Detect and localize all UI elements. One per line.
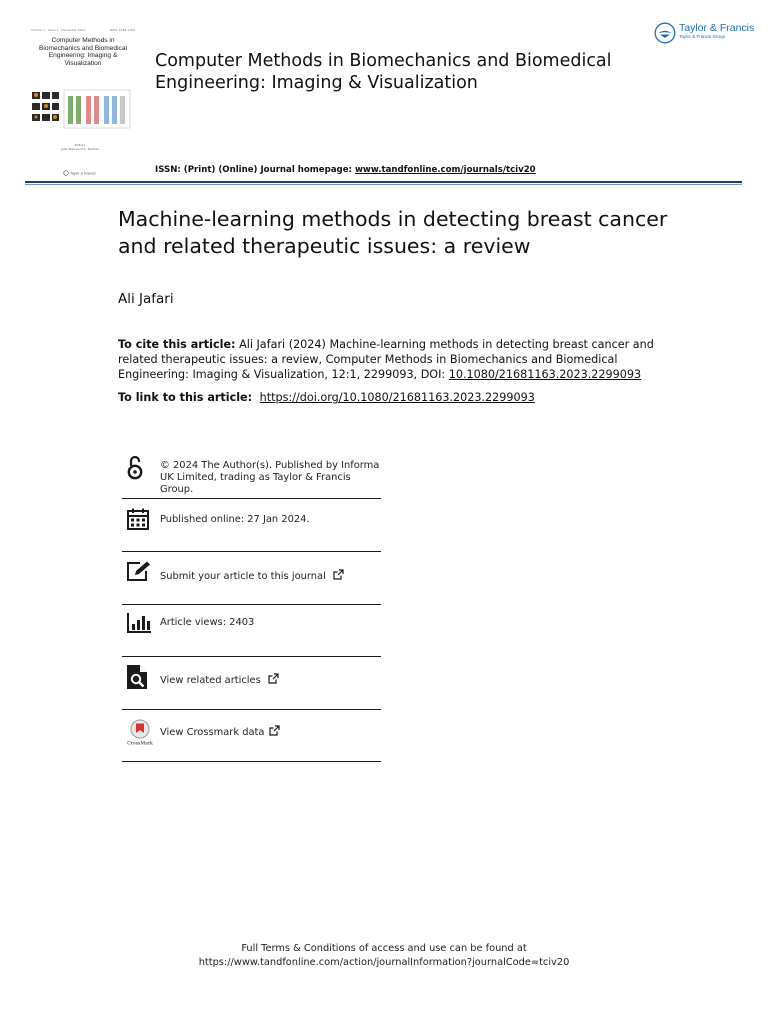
- publisher-logo-text: [679, 22, 754, 40]
- open-access-text: © 2024 The Author(s). Published by Informa UK Limited, trading as Taylor & Francis Group.: [160, 460, 380, 495]
- publisher-logo[interactable]: [654, 22, 754, 44]
- crossmark-caption: CrossMark: [127, 741, 153, 746]
- edit-icon: [126, 560, 152, 582]
- cover-editors: [45, 143, 115, 151]
- article-views-row: [122, 604, 381, 657]
- related-articles-row[interactable]: [122, 656, 381, 710]
- taylor-francis-logo-icon: [654, 22, 676, 44]
- cover-editors-line: Editors: [74, 143, 86, 147]
- article-url-link[interactable]: https://doi.org/10.1080/21681163.2023.2299093: [259, 391, 535, 404]
- article-link-line: [118, 390, 535, 405]
- article-author[interactable]: Ali Jafari: [118, 291, 174, 307]
- open-access-icon: [126, 455, 144, 481]
- submit-article-label: Submit your article to this journal: [160, 571, 326, 582]
- footer-terms-link[interactable]: https://www.tandfonline.com/action/journalInformation?journalCode=tciv20: [198, 957, 570, 968]
- published-row: [122, 498, 381, 552]
- doi-link[interactable]: 10.1080/21681163.2023.2299093: [448, 368, 642, 381]
- journal-cover-thumbnail[interactable]: [25, 26, 140, 176]
- cover-title-line: Engineering: Imaging &: [48, 52, 118, 60]
- related-articles-link[interactable]: [160, 673, 279, 687]
- crossmark-icon: [126, 718, 154, 746]
- cover-editors-line: João Manuel R.S. Tavares: [61, 147, 99, 151]
- cover-publisher-logo: [63, 161, 99, 180]
- journal-title: Computer Methods in Biomechanics and Biomedical Engineering: Imaging & Visualization: [155, 51, 612, 93]
- external-link-icon: [333, 569, 344, 580]
- external-link-icon: [268, 673, 279, 684]
- publisher-group: Taylor & Francis Group: [679, 34, 726, 39]
- cover-topline: [31, 28, 135, 32]
- cite-label: To cite this article:: [118, 338, 236, 351]
- submit-article-row[interactable]: [122, 551, 381, 605]
- document-search-icon: [126, 664, 148, 690]
- open-access-row: [122, 450, 381, 499]
- article-title: Machine-learning methods in detecting breast cancer and related therapeutic issues: a review: [118, 207, 668, 258]
- submit-article-link[interactable]: [160, 569, 344, 583]
- cover-title-line: Biomechanics and Biomedical: [39, 44, 127, 52]
- publisher-name: Taylor & Francis: [679, 22, 755, 34]
- journal-homepage-link[interactable]: www.tandfonline.com/journals/tciv20: [354, 165, 536, 175]
- issn-label: ISSN: (Print) (Online) Journal homepage:: [155, 165, 352, 175]
- link-label: To link to this article:: [118, 391, 253, 404]
- external-link-icon: [269, 725, 280, 736]
- cover-title-line: Visualization: [64, 59, 102, 67]
- cover-issn: ISSN: 2168-1163: [109, 28, 135, 32]
- crossmark-row[interactable]: [122, 709, 381, 762]
- footer-line-1: Full Terms & Conditions of access and use can be found at: [241, 943, 527, 954]
- published-date: Published online: 27 Jan 2024.: [160, 514, 310, 525]
- related-articles-label: View related articles: [160, 675, 261, 686]
- bar-chart-icon: [126, 612, 152, 634]
- cite-text: Ali Jafari (2024) Machine-learning methods in detecting breast cancer and related therapeutic issues: a review, Computer Methods in Biomechanics and Biomedical Engineering: Imaging & Visualization, 12:1, 2299093, DOI:: [118, 338, 654, 381]
- crossmark-link[interactable]: [160, 725, 280, 739]
- cover-title-line: Computer Methods in: [51, 37, 115, 44]
- calendar-icon: [126, 507, 150, 531]
- article-views: Article views: 2403: [160, 617, 255, 628]
- crossmark-label: View Crossmark data: [160, 727, 265, 738]
- cover-volume: Volume 1 · Issue 1 · December 2013: [31, 28, 86, 32]
- terms-footer: [0, 942, 768, 970]
- issn-homepage-line: [155, 165, 536, 175]
- cover-title: [29, 37, 137, 67]
- cover-logo-text: Taylor & Francis: [70, 171, 96, 176]
- citation-block: [118, 337, 658, 382]
